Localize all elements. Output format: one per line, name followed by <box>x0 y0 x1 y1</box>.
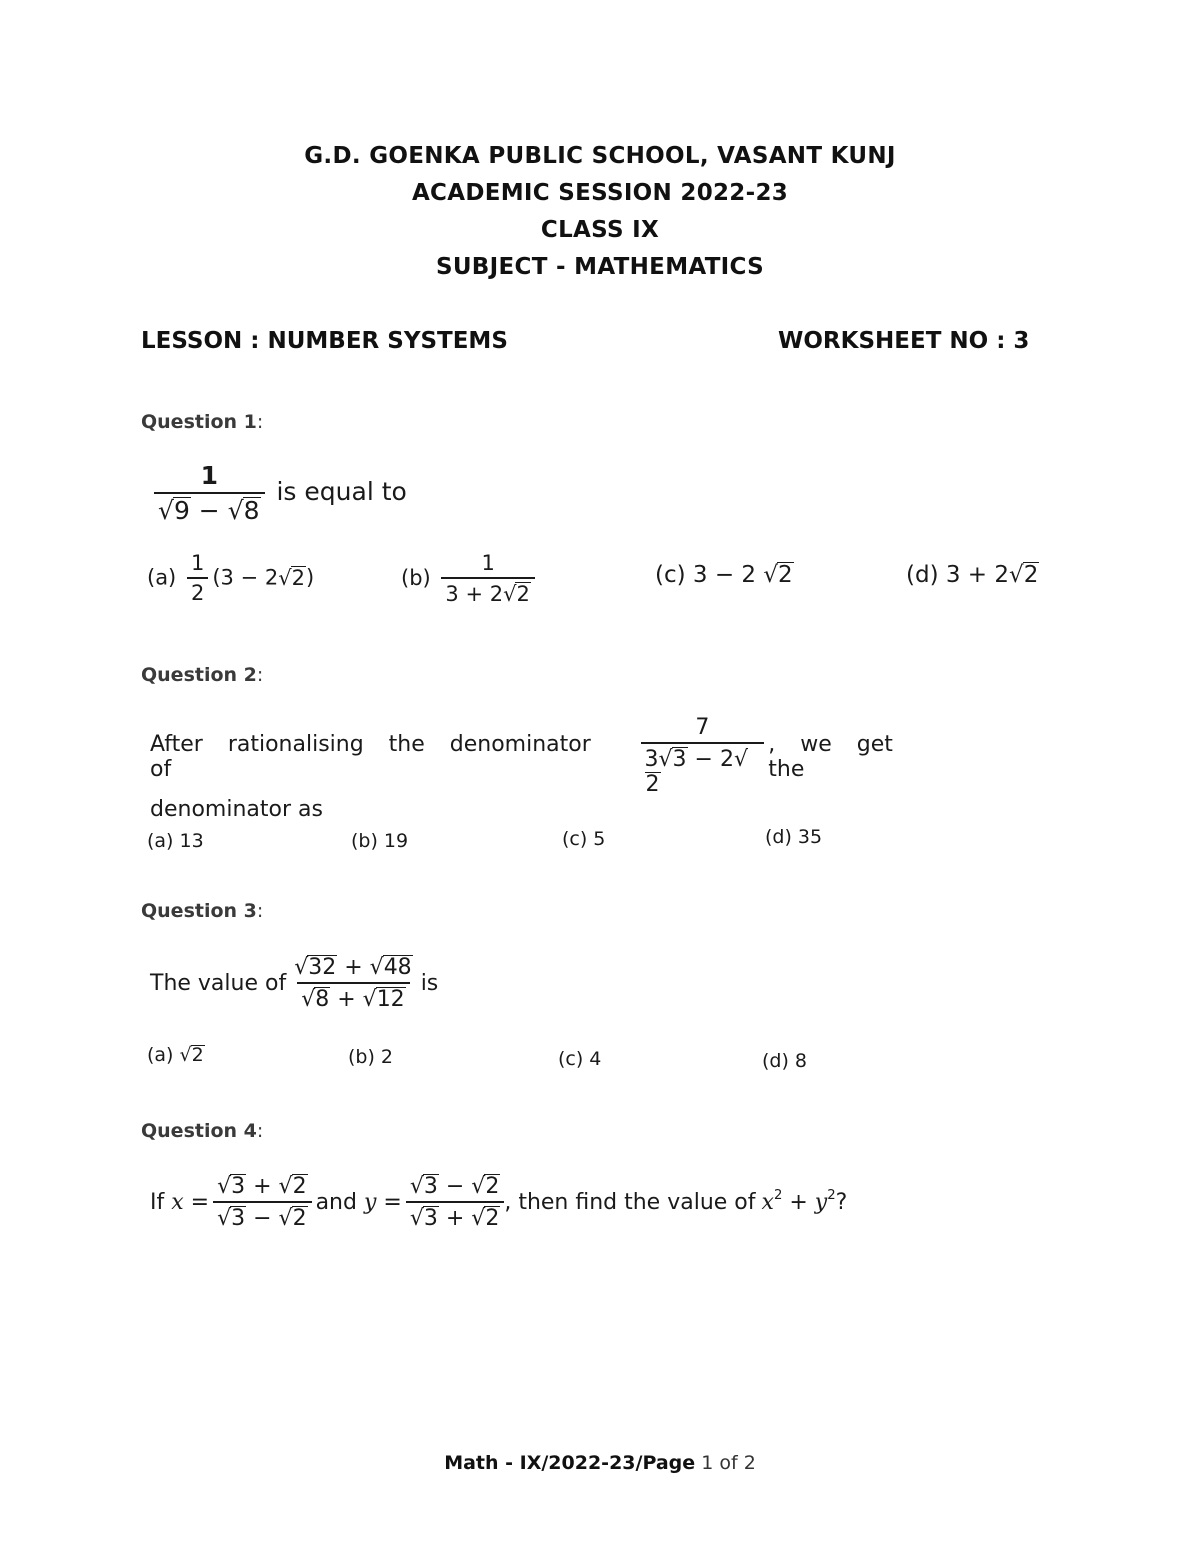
question-2-stem: After rationalising the denominator of $\frac{7}{3√3 - 2√2}$ , we get the <box>150 715 893 798</box>
question-1-stem: $\frac{1}{√9 - √8}$ is equal to <box>150 462 407 524</box>
worksheet-number: WORKSHEET NO : 3 <box>778 328 1030 354</box>
q2-option-a: (a) 13 <box>147 830 204 852</box>
q1-fraction: $\frac{1}{√9 - √8}$ <box>154 462 265 524</box>
q4-fraction-y: $\frac{√3 - √2}{√3 + √2}$ <box>406 1174 504 1231</box>
question-2-stem-line2: denominator as <box>150 797 323 822</box>
page-footer: Math - IX/2022-23/Page 1 of 2 <box>444 1452 756 1474</box>
q3-option-c: (c) 4 <box>558 1048 602 1070</box>
q2-option-b: (b) 19 <box>351 830 409 852</box>
q1-option-d: (d) 3 + 2√2 <box>906 562 1039 588</box>
question-2-heading: Question 2: <box>141 664 264 686</box>
q1-option-a: (a) $\frac{1}{2}$ (3 − 2√2) <box>147 551 315 606</box>
question-4-heading: Question 4: <box>141 1120 264 1142</box>
subject-name: SUBJECT - MATHEMATICS <box>435 254 765 280</box>
academic-session: ACADEMIC SESSION 2022-23 <box>411 180 789 206</box>
q4-fraction-x: $\frac{√3 + √2}{√3 - √2}$ <box>213 1174 311 1231</box>
q3-fraction: $\frac{√32 + √48}{√8 + √12}$ <box>294 955 412 1013</box>
question-1-heading: Question 1: <box>141 411 264 433</box>
school-name: G.D. GOENKA PUBLIC SCHOOL, VASANT KUNJ <box>304 143 896 169</box>
q1-option-c: (c) 3 − 2 √2 <box>655 562 793 588</box>
lesson-title: LESSON : NUMBER SYSTEMS <box>141 328 508 354</box>
q2-fraction: $\frac{7}{3√3 - 2√2}$ <box>641 716 765 798</box>
q2-option-d: (d) 35 <box>765 826 823 848</box>
q3-option-a: (a) √2 <box>147 1044 204 1066</box>
question-4-stem: If x = $\frac{√3 + √2}{√3 - √2}$ and y = $\frac{√3 - √2}{√3 + √2}$ , then find the value of $x^2 + y^2$? <box>150 1174 848 1232</box>
q1-option-b: (b) $\frac{1}{3 + 2√2}$ <box>401 552 539 606</box>
question-3-stem: The value of $\frac{√32 + √48}{√8 + √12}$ is <box>150 955 439 1013</box>
question-3-heading: Question 3: <box>141 900 264 922</box>
q3-option-b: (b) 2 <box>348 1046 394 1068</box>
q3-option-d: (d) 8 <box>762 1050 808 1072</box>
class-name: CLASS IX <box>540 217 660 243</box>
q2-option-c: (c) 5 <box>562 828 606 850</box>
